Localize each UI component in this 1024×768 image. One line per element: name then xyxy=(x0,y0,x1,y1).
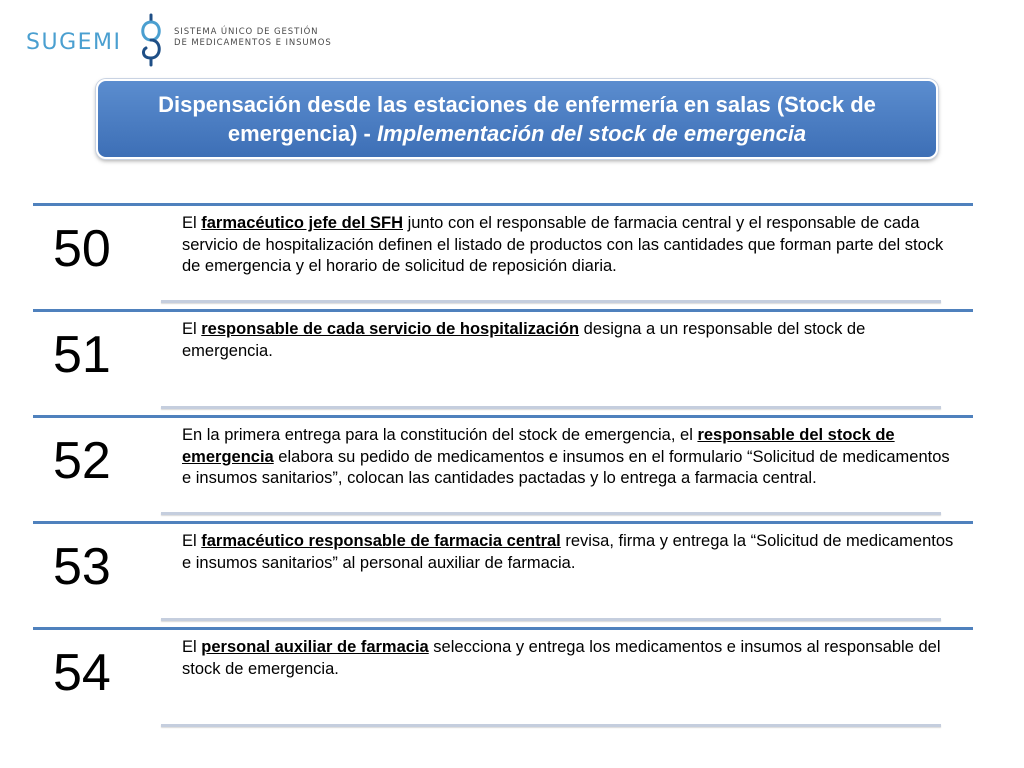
title-banner xyxy=(96,79,938,159)
step-54 xyxy=(33,627,973,733)
logo-subtitle-line2: DE MEDICAMENTOS E INSUMOS xyxy=(174,38,332,48)
step-underline xyxy=(161,300,941,303)
step-role: farmacéutico responsable de farmacia central xyxy=(201,532,561,550)
step-text xyxy=(182,531,957,574)
step-underline xyxy=(161,512,941,515)
step-number: 53 xyxy=(53,538,111,596)
step-underline xyxy=(161,618,941,621)
step-text-pre: El xyxy=(182,214,202,232)
logo-subtitle xyxy=(174,27,332,49)
step-text xyxy=(182,319,957,362)
step-51 xyxy=(33,309,973,415)
logo-mark-icon xyxy=(136,12,166,68)
step-text-post: junto con el responsable de farmacia central y el responsable de cada servicio de hospitalización definen el listado de productos con las cantidades que forman parte del stock de emergencia y el horario de solicitud de reposición diaria. xyxy=(182,214,944,275)
step-underline xyxy=(161,406,941,409)
step-divider xyxy=(33,309,973,312)
step-divider xyxy=(33,415,973,418)
step-text xyxy=(182,637,957,680)
step-role: responsable del stock de emergencia xyxy=(182,426,895,466)
step-50 xyxy=(33,203,973,309)
step-text-pre: El xyxy=(182,320,202,338)
step-number: 52 xyxy=(53,432,111,490)
logo-subtitle-line1: SISTEMA ÚNICO DE GESTIÓN xyxy=(174,27,319,37)
step-divider xyxy=(33,627,973,630)
step-52 xyxy=(33,415,973,521)
sugemi-logo xyxy=(26,12,346,68)
step-text-post: elabora su pedido de medicamentos e insumos en el formulario “Solicitud de medicamentos e insumos sanitarios”, colocan las cantidades pactadas y lo entrega a farmacia central. xyxy=(182,447,950,487)
logo-wordmark: SUGEMI xyxy=(26,30,122,55)
step-divider xyxy=(33,521,973,524)
step-number: 54 xyxy=(53,644,111,702)
step-text-post: revisa, firma y entrega la “Solicitud de medicamentos e insumos sanitarios” al personal auxiliar de farmacia. xyxy=(182,532,954,572)
step-text-pre: El xyxy=(182,532,202,550)
step-number: 51 xyxy=(53,326,111,384)
step-text-pre: En la primera entrega para la constitución del stock de emergencia, el xyxy=(182,426,698,444)
title-italic: Implementación del stock de emergencia xyxy=(377,121,807,146)
step-role: responsable de cada servicio de hospitalización xyxy=(201,320,580,338)
step-text-post: selecciona y entrega los medicamentos e insumos al responsable del stock de emergencia. xyxy=(182,638,941,678)
step-divider xyxy=(33,203,973,206)
step-text-pre: El xyxy=(182,638,202,656)
title-plain: Dispensación desde las estaciones de enfermería en salas (Stock de emergencia) - xyxy=(158,92,876,146)
step-role: personal auxiliar de farmacia xyxy=(201,638,429,656)
step-number: 50 xyxy=(53,220,111,278)
page-title xyxy=(110,90,924,148)
step-text-post: designa a un responsable del stock de emergencia. xyxy=(182,320,866,360)
step-53 xyxy=(33,521,973,627)
step-underline xyxy=(161,724,941,727)
step-text xyxy=(182,425,957,490)
step-text xyxy=(182,213,957,278)
step-role: farmacéutico jefe del SFH xyxy=(201,214,403,232)
